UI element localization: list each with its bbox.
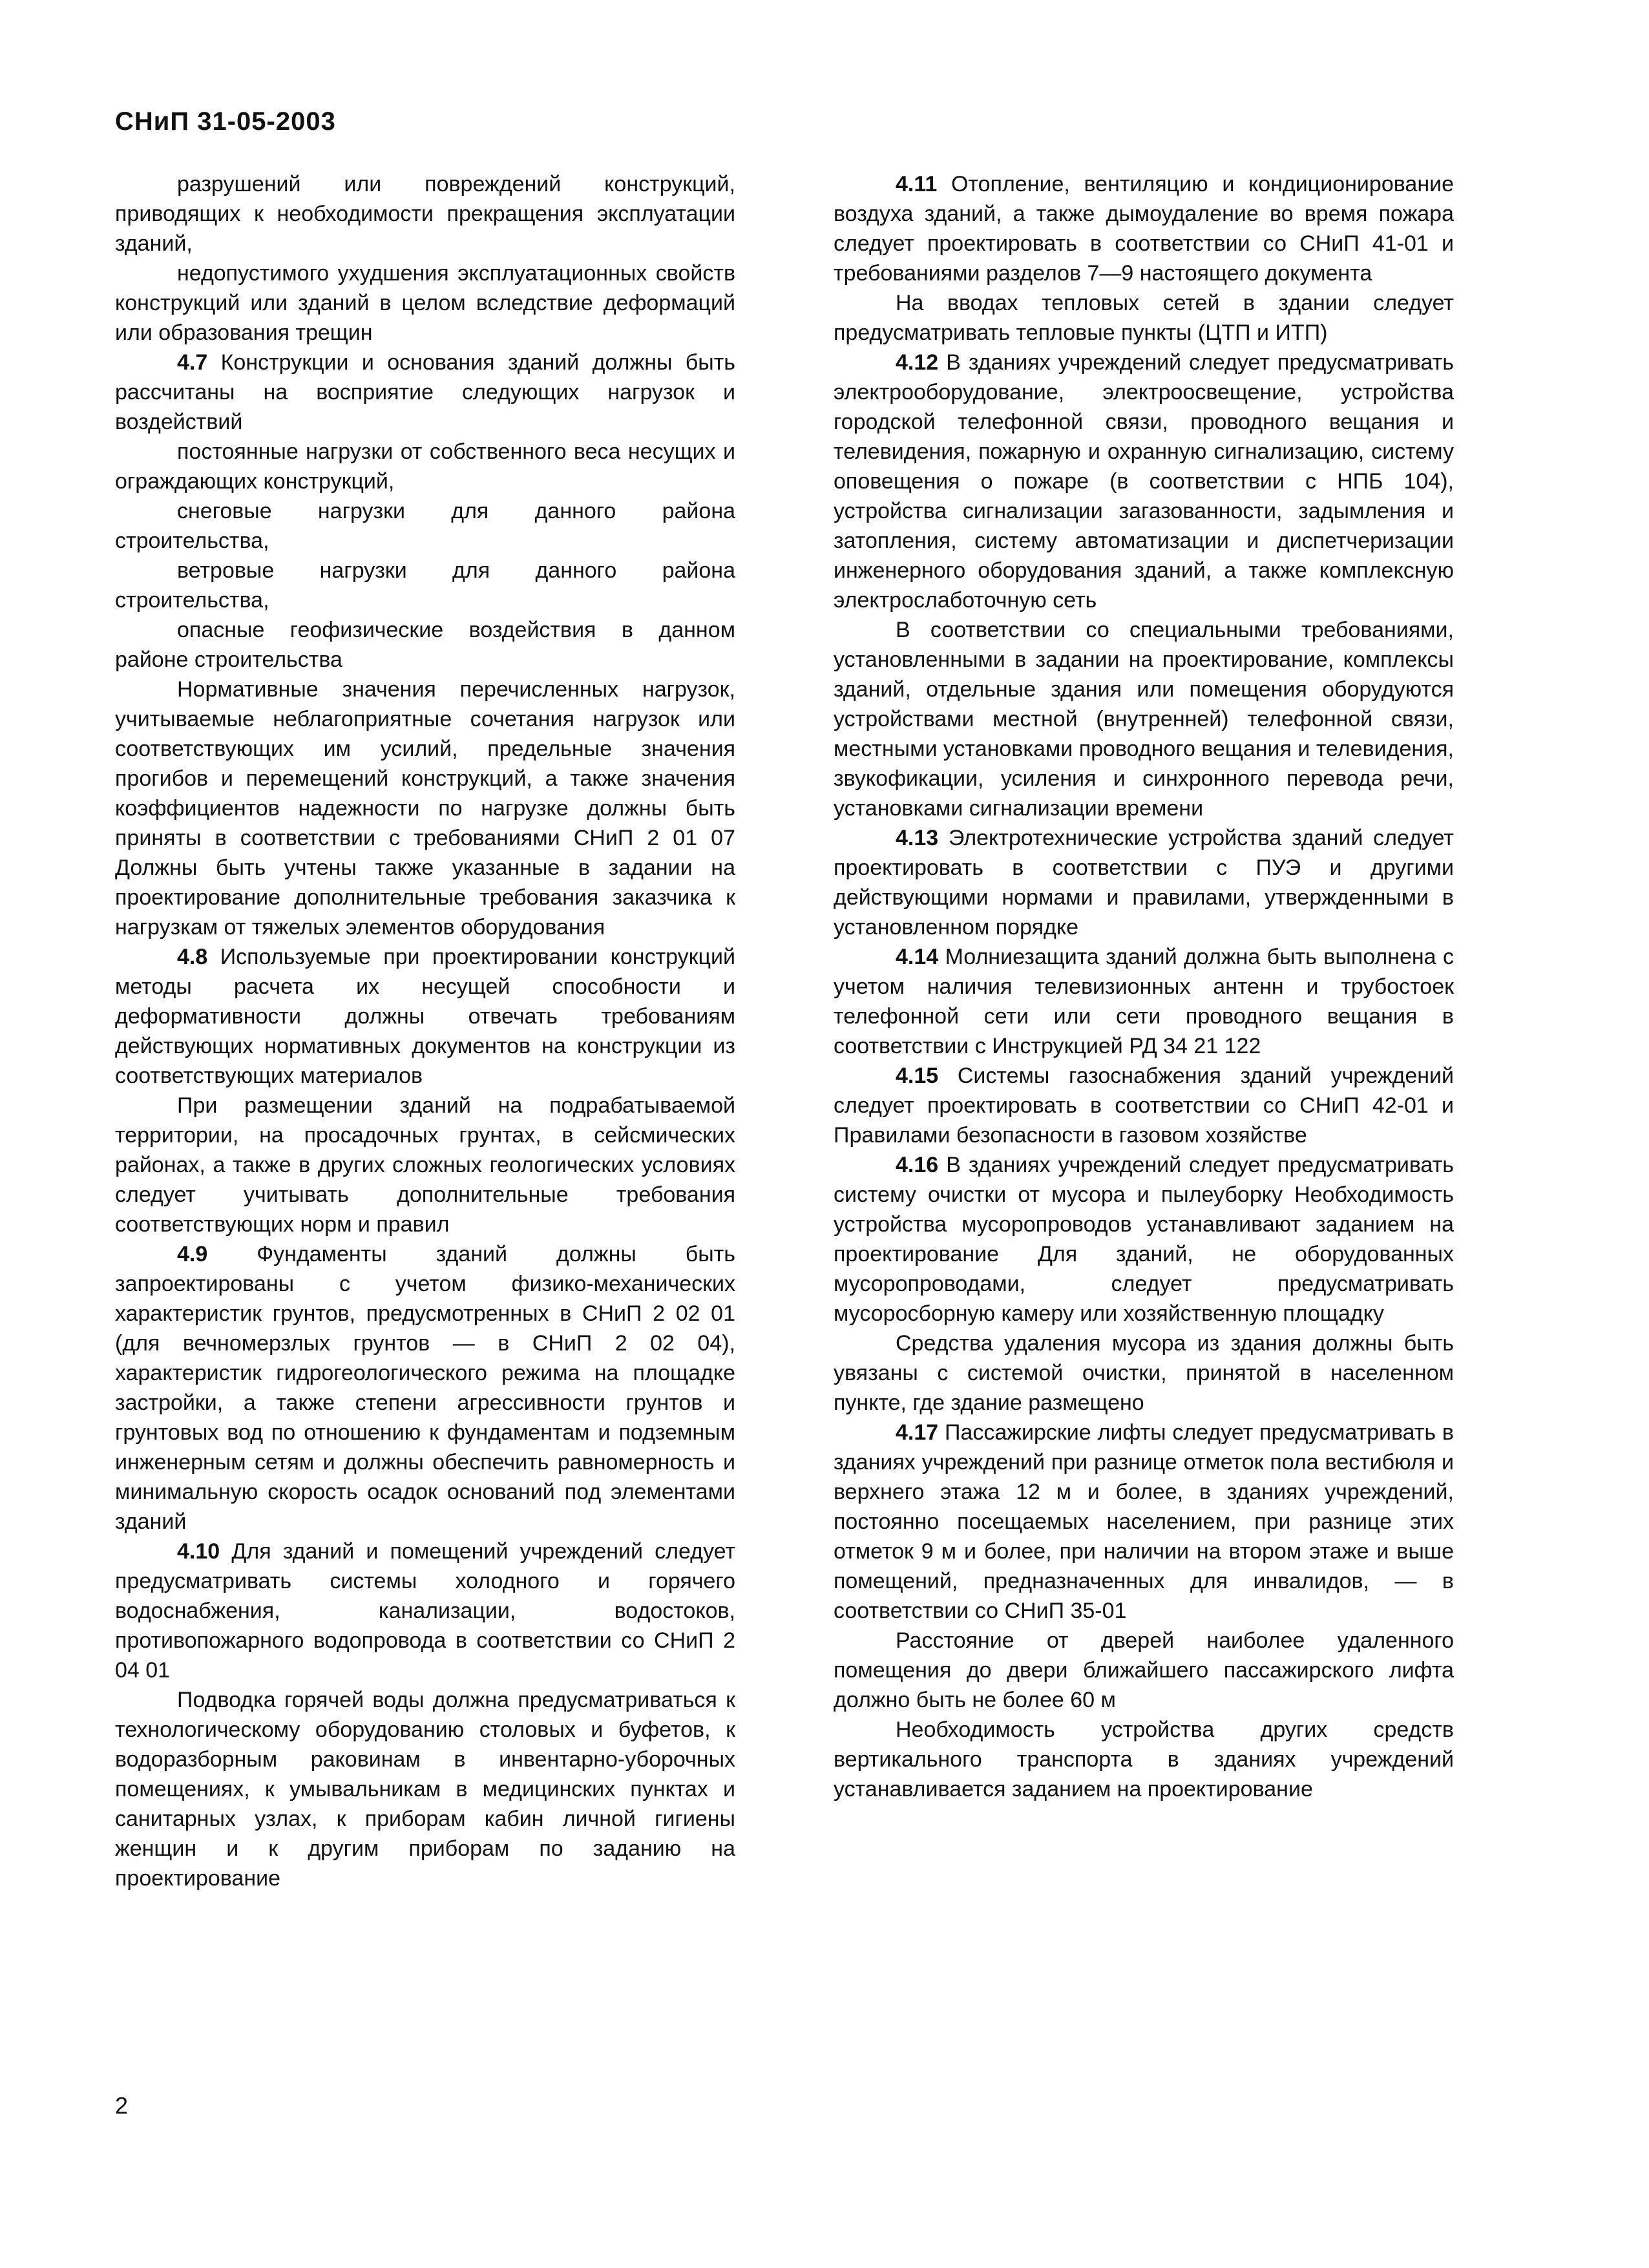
paragraph [834, 1328, 1454, 1418]
numbered-paragraph [834, 823, 1454, 942]
left-text-column [115, 169, 735, 1893]
numbered-paragraph [834, 1418, 1454, 1626]
paragraph-text: ветровые нагрузки для данного района строительства, [115, 558, 735, 613]
paragraph [115, 675, 735, 942]
paragraph-text: Необходимость устройства других средств вертикального транспорта в зданиях учреждений устанавливается заданием на проектирование [834, 1717, 1454, 1801]
paragraph-text: Молниезащита зданий должна быть выполнена с учетом наличия телевизионных антенн и трубостоек телефонной сети или сети проводного вещания в соответствии с Инструкцией РД 34 21 122 [834, 945, 1454, 1058]
paragraph-text: Пассажирские лифты следует предусматривать в зданиях учреждений при разнице отметок пола вестибюля и верхнего этажа 12 м и более, в зданиях учреждений, постоянно посещаемых населением, при разнице этих отметок 9 м и более, при наличии на втором этаже и выше помещений, предназначенных для инвалидов, — в соответствии со СНиП 35-01 [834, 1420, 1454, 1623]
paragraph [834, 288, 1454, 348]
clause-number: 4.12 [896, 350, 939, 375]
clause-number: 4.17 [896, 1420, 939, 1445]
numbered-paragraph [115, 1239, 735, 1537]
paragraph-text: снеговые нагрузки для данного района строительства, [115, 499, 735, 553]
paragraph-text: постоянные нагрузки от собственного веса несущих и ограждающих конструкций, [115, 439, 735, 494]
right-text-column [834, 169, 1454, 1804]
numbered-paragraph [834, 169, 1454, 288]
clause-number: 4.8 [177, 945, 208, 969]
page-number: 2 [115, 2092, 129, 2119]
clause-number: 4.9 [177, 1242, 208, 1266]
document-code-header: СНиП 31-05-2003 [115, 107, 336, 136]
clause-number: 4.10 [177, 1539, 220, 1564]
paragraph [115, 1685, 735, 1893]
paragraph [834, 1626, 1454, 1715]
clause-number: 4.14 [896, 945, 939, 969]
paragraph [834, 615, 1454, 823]
paragraph-text: При размещении зданий на подрабатываемой территории, на просадочных грунтах, в сейсмических районах, а также в других сложных геологических условиях следует учитывать дополнительные требования соответствующих норм и правил [115, 1093, 735, 1237]
paragraph-text: Конструкции и основания зданий должны быть рассчитаны на восприятие следующих нагрузок и воздействий [115, 350, 735, 434]
paragraph-text: Средства удаления мусора из здания должны быть увязаны с системой очистки, принятой в населенном пункте, где здание размещено [834, 1331, 1454, 1415]
paragraph-text: В соответствии со специальными требованиями, установленными в задании на проектирование, комплексы зданий, отдельные здания или помещения оборудуются устройствами местной (внутренней) телефонной связи, местными установками проводного вещания и телевидения, звукофикации, усиления и синхронного перевода речи, установками сигнализации времени [834, 618, 1454, 821]
numbered-paragraph [115, 348, 735, 437]
paragraph-text: Электротехнические устройства зданий следует проектировать в соответствии с ПУЭ и другими действующими нормами и правилами, утвержденными в установленном порядке [834, 826, 1454, 940]
numbered-paragraph [834, 942, 1454, 1061]
paragraph-text: В зданиях учреждений следует предусматривать систему очистки от мусора и пылеуборку Необходимость устройства мусоропроводов устанавливают заданием на проектирование Для зданий, не оборудованных мусоропроводами, следует предусматривать мусоросборную камеру или хозяйственную площадку [834, 1153, 1454, 1326]
paragraph-text: Нормативные значения перечисленных нагрузок, учитываемые неблагоприятные сочетания нагрузок или соответствующих им усилий, предельные значения прогибов и перемещений конструкций, а также значения коэффициентов надежности по нагрузке должны быть приняты в соответствии с требованиями СНиП 2 01 07 Должны быть учтены также указанные в задании на проектирование дополнительные требования заказчика к нагрузкам от тяжелых элементов оборудования [115, 677, 735, 940]
paragraph [115, 258, 735, 348]
paragraph-text: Для зданий и помещений учреждений следует предусматривать системы холодного и горячего водоснабжения, канализации, водостоков, противопожарного водопровода в соответствии со СНиП 2 04 01 [115, 1539, 735, 1683]
paragraph-text: опасные геофизические воздействия в данном районе строительства [115, 618, 735, 672]
numbered-paragraph [834, 1061, 1454, 1150]
paragraph-text: На вводах тепловых сетей в здании следует предусматривать тепловые пункты (ЦТП и ИТП) [834, 291, 1454, 345]
paragraph-text: Фундаменты зданий должны быть запроектированы с учетом физико-механических характеристик грунтов, предусмотренных в СНиП 2 02 01 (для вечномерзлых грунтов — в СНиП 2 02 04), характеристик гидрогеологического режима на площадке застройки, а также степени агрессивности грунтов и грунтовых вод по отношению к фундаментам и подземным инженерным сетям и должны обеспечить равномерность и минимальную скорость осадок оснований под элементами зданий [115, 1242, 735, 1534]
paragraph [115, 556, 735, 615]
paragraph [834, 1715, 1454, 1804]
clause-number: 4.7 [177, 350, 208, 375]
paragraph [115, 496, 735, 556]
paragraph [115, 169, 735, 258]
clause-number: 4.15 [896, 1064, 939, 1088]
paragraph-text: Системы газоснабжения зданий учреждений следует проектировать в соответствии со СНиП 42-01 и Правилами безопасности в газовом хозяйстве [834, 1064, 1454, 1148]
paragraph-text: Подводка горячей воды должна предусматриваться к технологическому оборудованию столовых и буфетов, к водоразборным раковинам в инвентарно-уборочных помещениях, к умывальникам в медицинских пунктах и санитарных узлах, к приборам кабин личной гигиены женщин и к другим приборам по заданию на проектирование [115, 1688, 735, 1891]
numbered-paragraph [834, 348, 1454, 615]
numbered-paragraph [834, 1150, 1454, 1328]
paragraph [115, 1091, 735, 1239]
numbered-paragraph [115, 942, 735, 1091]
paragraph-text: Отопление, вентиляцию и кондиционирование воздуха зданий, а также дымоудаление во время пожара следует проектировать в соответствии со СНиП 41-01 и требованиями разделов 7—9 настоящего документа [834, 172, 1454, 286]
clause-number: 4.16 [896, 1153, 939, 1177]
paragraph-text: недопустимого ухудшения эксплуатационных свойств конструкций или зданий в целом вследствие деформаций или образования трещин [115, 261, 735, 345]
paragraph-text: разрушений или повреждений конструкций, приводящих к необходимости прекращения эксплуатации зданий, [115, 172, 735, 256]
paragraph-text: В зданиях учреждений следует предусматривать электрооборудование, электроосвещение, устройства городской телефонной связи, проводного вещания и телевидения, пожарную и охранную сигнализацию, систему оповещения о пожаре (в соответствии с НПБ 104), устройства сигнализации загазованности, задымления и затопления, систему автоматизации и диспетчеризации инженерного оборудования зданий, а также комплексную электрослаботочную сеть [834, 350, 1454, 613]
clause-number: 4.13 [896, 826, 939, 850]
paragraph-text: Расстояние от дверей наиболее удаленного помещения до двери ближайшего пассажирского лифта должно быть не более 60 м [834, 1628, 1454, 1712]
clause-number: 4.11 [896, 172, 938, 196]
paragraph [115, 615, 735, 675]
paragraph [115, 437, 735, 496]
paragraph-text: Используемые при проектировании конструкций методы расчета их несущей способности и деформативности должны отвечать требованиям действующих нормативных документов на конструкции из соответствующих материалов [115, 945, 735, 1088]
numbered-paragraph [115, 1537, 735, 1685]
